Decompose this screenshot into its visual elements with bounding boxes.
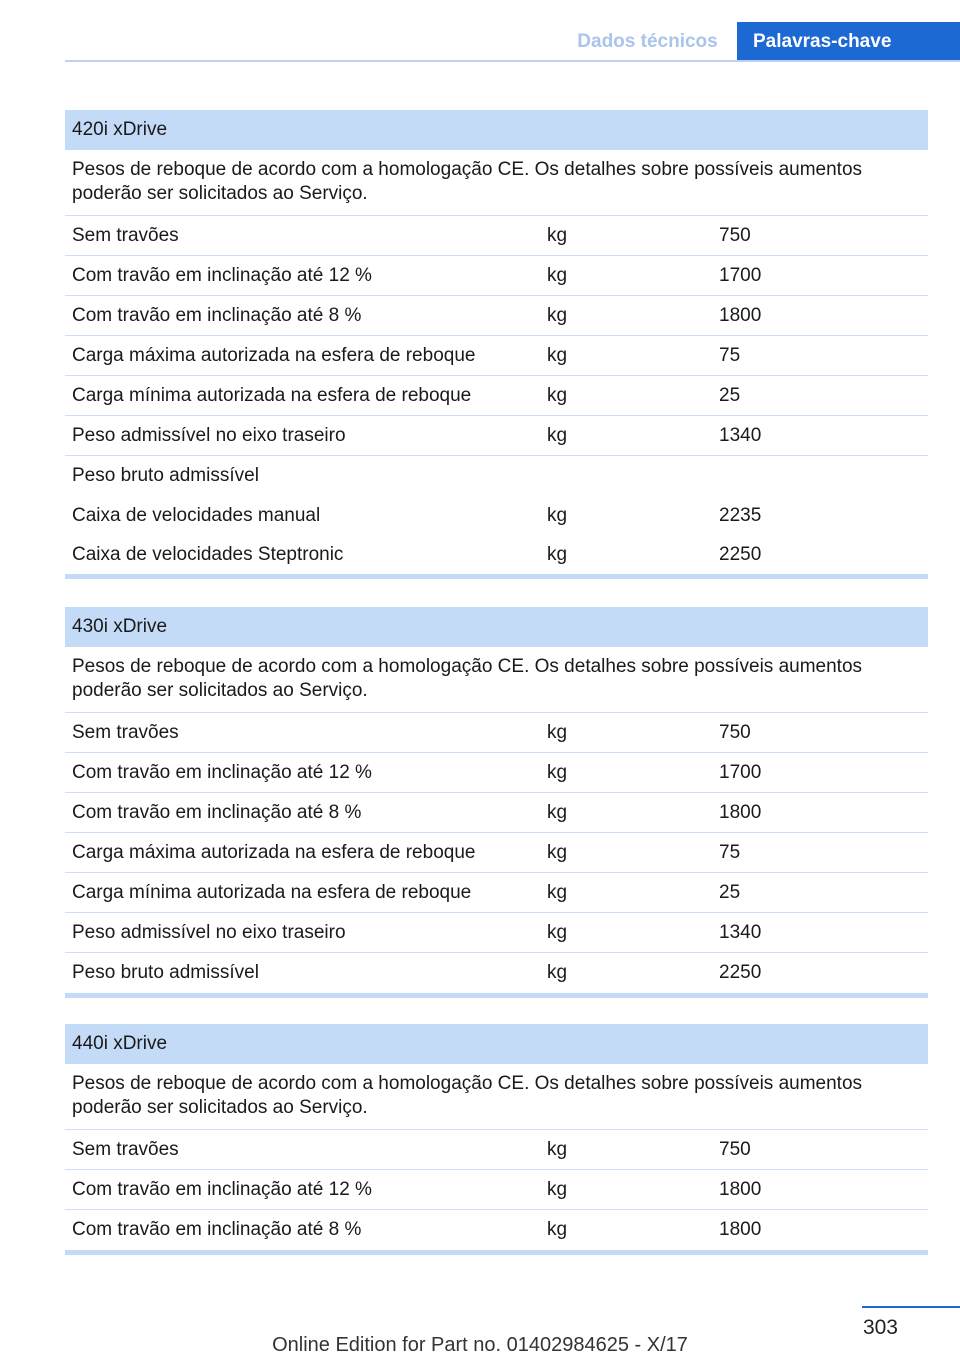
row-value: 2235 — [719, 505, 762, 526]
table-row — [65, 456, 928, 496]
row-value: 750 — [719, 1138, 751, 1160]
row-value: 25 — [719, 384, 741, 406]
row-value: 1700 — [719, 761, 762, 783]
row-unit: kg — [547, 881, 568, 903]
row-value: 2250 — [719, 962, 762, 983]
row-value: 1800 — [719, 1178, 762, 1200]
row-unit: kg — [547, 721, 568, 743]
section-title: 430i xDrive — [65, 607, 928, 647]
row-value: 750 — [719, 721, 751, 743]
table-row — [65, 536, 928, 574]
row-unit: kg — [547, 224, 568, 246]
row-label: Com travão em inclinação até 8 % — [72, 1219, 362, 1240]
row-value: 2250 — [719, 544, 762, 565]
row-value: 1800 — [719, 1219, 762, 1240]
table-row — [65, 1170, 928, 1210]
row-unit: kg — [547, 962, 568, 983]
row-label: Caixa de velocidades manual — [72, 505, 321, 526]
tab-dados-tecnicos[interactable]: Dados técnicos — [577, 31, 718, 52]
row-unit: kg — [547, 921, 568, 943]
row-label: Com travão em inclinação até 12 % — [72, 1178, 372, 1200]
table-row — [65, 416, 928, 456]
row-value: 1340 — [719, 424, 762, 446]
table-row — [65, 376, 928, 416]
row-label: Sem travões — [72, 224, 179, 246]
row-value: 1800 — [719, 801, 762, 823]
row-unit: kg — [547, 1178, 568, 1200]
row-value: 25 — [719, 881, 741, 903]
row-unit: kg — [547, 264, 568, 286]
table-row — [65, 496, 928, 536]
page-number: 303 — [862, 1316, 898, 1339]
row-label: Caixa de velocidades Steptronic — [72, 544, 344, 565]
row-label: Carga máxima autorizada na esfera de reboque — [72, 344, 476, 366]
table-row — [65, 753, 928, 793]
row-label: Com travão em inclinação até 12 % — [72, 761, 372, 783]
section-end-rule — [65, 993, 928, 998]
row-value: 1340 — [719, 921, 762, 943]
header-divider — [65, 60, 960, 62]
row-label: Com travão em inclinação até 8 % — [72, 801, 362, 823]
edition-note: Online Edition for Part no. 01402984625 - X/17 — [272, 1334, 688, 1356]
row-value: 75 — [719, 841, 741, 863]
table-row — [65, 216, 928, 256]
row-value: 1700 — [719, 264, 762, 286]
table-row — [65, 953, 928, 993]
row-value: 750 — [719, 224, 751, 246]
row-unit: kg — [547, 841, 568, 863]
section-description: Pesos de reboque de acordo com a homologação CE. Os detalhes sobre possíveis aumentos poderão ser solicitados ao Serviço. — [65, 150, 928, 216]
row-unit: kg — [547, 424, 568, 446]
page-header — [0, 0, 960, 62]
row-label: Peso bruto admissível — [72, 962, 259, 983]
row-label: Com travão em inclinação até 8 % — [72, 304, 362, 326]
row-label: Carga máxima autorizada na esfera de reboque — [72, 841, 476, 863]
table-row — [65, 336, 928, 376]
row-unit: kg — [547, 801, 568, 823]
section-end-rule — [65, 574, 928, 579]
row-unit: kg — [547, 344, 568, 366]
row-label: Carga mínima autorizada na esfera de reboque — [72, 881, 472, 903]
row-label: Carga mínima autorizada na esfera de reboque — [72, 384, 472, 406]
row-unit: kg — [547, 1138, 568, 1160]
row-label: Peso bruto admissível — [72, 465, 259, 486]
row-value: 1800 — [719, 304, 762, 326]
row-value: 75 — [719, 344, 741, 366]
row-unit: kg — [547, 1219, 568, 1240]
table-row — [65, 713, 928, 753]
row-label: Peso admissível no eixo traseiro — [72, 921, 346, 943]
row-label: Peso admissível no eixo traseiro — [72, 424, 346, 446]
section-end-rule — [65, 1250, 928, 1255]
row-label: Sem travões — [72, 721, 179, 743]
row-unit: kg — [547, 304, 568, 326]
spec-table-430i — [65, 607, 928, 998]
table-row — [65, 793, 928, 833]
row-unit: kg — [547, 384, 568, 406]
section-description: Pesos de reboque de acordo com a homologação CE. Os detalhes sobre possíveis aumentos poderão ser solicitados ao Serviço. — [65, 647, 928, 713]
row-label: Com travão em inclinação até 12 % — [72, 264, 372, 286]
table-row — [65, 833, 928, 873]
footer-rule — [862, 1306, 960, 1308]
row-unit: kg — [547, 505, 568, 526]
table-row — [65, 1210, 928, 1250]
table-row — [65, 256, 928, 296]
spec-table-420i — [65, 110, 928, 579]
section-title: 420i xDrive — [65, 110, 928, 150]
table-row — [65, 1130, 928, 1170]
row-label: Sem travões — [72, 1138, 179, 1160]
section-description: Pesos de reboque de acordo com a homologação CE. Os detalhes sobre possíveis aumentos poderão ser solicitados ao Serviço. — [65, 1064, 928, 1130]
table-row — [65, 913, 928, 953]
tab-palavras-chave[interactable]: Palavras-chave — [737, 22, 960, 62]
spec-table-440i — [65, 1024, 928, 1255]
section-title: 440i xDrive — [65, 1024, 928, 1064]
table-row — [65, 873, 928, 913]
row-unit: kg — [547, 761, 568, 783]
table-row — [65, 296, 928, 336]
row-unit: kg — [547, 544, 568, 565]
